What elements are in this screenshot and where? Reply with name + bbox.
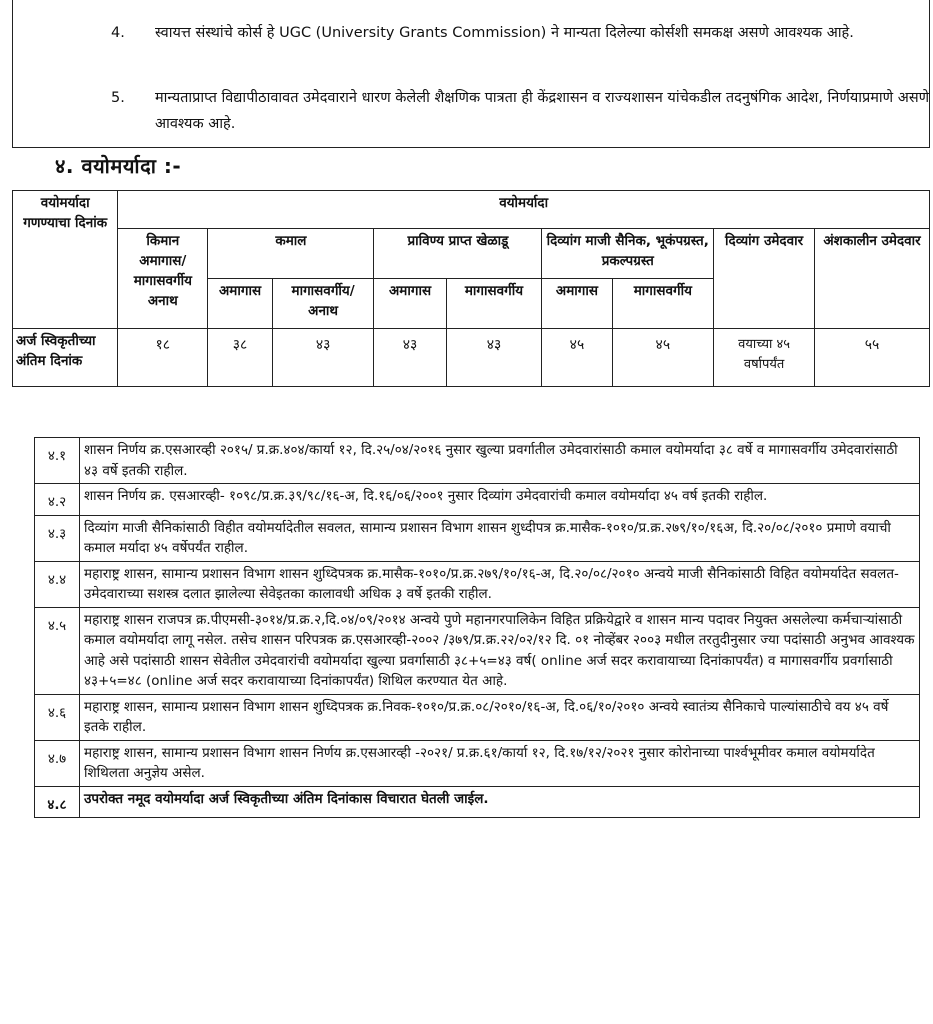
value-sports-open: ४३ [374, 329, 446, 387]
note-number: ४.८ [35, 786, 80, 818]
note-text: महाराष्ट्र शासन, सामान्य प्रशासन विभाग शासन शुध्दिपत्रक क्र.निवक-१०१०/प्र.क्र.०८/२०१०/१६-अ, दि.०६/१०/२०१० अन्वये स्वातंत्र्य सैनिकाचे पाल्यांसाठीचे वय ४५ वर्षे इतके राहील. [80, 694, 920, 740]
note-number: ४.५ [35, 607, 80, 694]
note-text: शासन निर्णय क्र.एसआरव्ही २०१५/ प्र.क्र.४०४/कार्या १२, दि.२५/०४/२०१६ नुसार खुल्या प्रवर्गातील उमेदवारांसाठी कमाल वयोमर्यादा ३८ वर्षे व मागासवर्गीय उमेदवारांसाठी ४३ वर्षे इतकी राहील. [80, 438, 920, 484]
note-number: 4. [111, 25, 125, 41]
header-disabled: दिव्यांग उमेदवार [714, 229, 815, 329]
note-text: दिव्यांग माजी सैनिकांसाठी विहीत वयोमर्यादेतील सवलत, सामान्य प्रशासन विभाग शासन शुध्दीपत्र क्र.मासैक-१०१०/प्र.क्र.२७९/१०/१६अ, दि.२०/०८/२०१० प्रमाणे वयाची कमाल मर्यादा ४५ वर्षेपर्यंत राहील. [80, 515, 920, 561]
note-number: ४.१ [35, 438, 80, 484]
note-row [35, 694, 920, 740]
note-text: स्वायत्त संस्थांचे कोर्स हे UGC (University Grants Commission) ने मान्यता दिलेल्या कोर्सशी समकक्ष असणे आवश्यक आहे. [155, 25, 854, 41]
eligibility-notes-box [12, 0, 930, 148]
note-text: उपरोक्त नमूद वयोमर्यादा अर्ज स्विकृतीच्या अंतिम दिनांकास विचारात घेतली जाईल. [80, 786, 920, 818]
note-row [35, 607, 920, 694]
value-max-open: ३८ [208, 329, 272, 387]
header-main: वयोमर्यादा [118, 191, 930, 229]
sub-max-open: अमागास [208, 279, 272, 329]
value-disabled-open: ४५ [542, 329, 612, 387]
header-disabled-exservice: दिव्यांग माजी सैनिक, भूकंपग्रस्त, प्रकल्पग्रस्त [542, 229, 714, 279]
sub-max-reserved: मागासवर्गीय/ अनाथ [272, 279, 374, 329]
age-limit-table [12, 190, 930, 387]
note-number: ४.४ [35, 561, 80, 607]
note-row [35, 740, 920, 786]
note-number: ४.३ [35, 515, 80, 561]
table-row [13, 329, 930, 387]
row-label: अर्ज स्विकृतीच्या अंतिम दिनांक [13, 329, 118, 387]
age-notes-table [34, 437, 920, 818]
note-number: ४.२ [35, 484, 80, 516]
value-disabled: वयाच्या ४५ वर्षापर्यंत [714, 329, 815, 387]
col-date-header: वयोमर्यादा गणण्याचा दिनांक [13, 191, 118, 329]
value-max-reserved: ४३ [272, 329, 374, 387]
sub-sports-reserved: मागासवर्गीय [446, 279, 542, 329]
sub-disabled-reserved: मागासवर्गीय [612, 279, 714, 329]
note-row [35, 438, 920, 484]
note-row [35, 561, 920, 607]
section-title: ४. वयोमर्यादा :- [55, 154, 182, 178]
sub-disabled-open: अमागास [542, 279, 612, 329]
note-text: महाराष्ट्र शासन राजपत्र क्र.पीएमसी-३०१४/प्र.क्र.२,दि.०४/०९/२०१४ अन्वये पुणे महानगरपालिकेन विहित प्रक्रियेद्वारे व शासन मान्य पदावर नियुक्त असलेल्या कर्मचाऱ्यांसाठी कमाल वयोमर्यादा लागू नसेल. तसेच शासन परिपत्रक क्र.एसआरव्ही-२००२ /३७९/प्र.क्र.२२/०२/१२ दि. ०१ नोव्हेंबर २००३ मधील तरतुदीनुसार ज्या पदांसाठी अनुभव आवश्यक आहे असे पदांसाठी शासन सेवेतील उमेदवारांची वयोमर्यादा खुल्या प्रवर्गासाठी ३८+५=४३ वर्ष( online अर्ज सदर करावायाच्या दिनांकापर्यंत) व मागासवर्गीय प्रवर्गासाठी ४३+५=४८ (online अर्ज सदर करावायाच्या दिनांकापर्यंत) शिथिल करण्यात येत आहे. [80, 607, 920, 694]
header-min: किमान अमागास/ मागासवर्गीय अनाथ [118, 229, 208, 329]
note-number: ४.७ [35, 740, 80, 786]
value-sports-reserved: ४३ [446, 329, 542, 387]
note-number: ४.६ [35, 694, 80, 740]
note-row [35, 515, 920, 561]
sub-sports-open: अमागास [374, 279, 446, 329]
header-max: कमाल [208, 229, 374, 279]
note-number: 5. [111, 90, 125, 106]
value-parttime: ५५ [815, 329, 930, 387]
header-parttime: अंशकालीन उमेदवार [815, 229, 930, 329]
note-row [35, 786, 920, 818]
value-min: १८ [118, 329, 208, 387]
note-text: महाराष्ट्र शासन, सामान्य प्रशासन विभाग शासन शुध्दिपत्रक क्र.मासैक-१०१०/प्र.क्र.२७९/१०/१६-अ, दि.२०/०८/२०१० अन्वये माजी सैनिकांसाठी विहित वयोमर्यादेत सवलत- उमेदवाराच्या सशस्त्र दलात झालेल्या सेवेइतका कालावधी अधिक ३ वर्षे इतकी राहील. [80, 561, 920, 607]
note-text: मान्यताप्राप्त विद्यापीठावावत उमेदवाराने धारण केलेली शैक्षणिक पात्रता ही केंद्रशासन व राज्यशासन यांचेकडील तदनुषंगिक आदेश, निर्णयाप्रमाणे असणे आवश्यक आहे. [155, 90, 930, 132]
note-text: महाराष्ट्र शासन, सामान्य प्रशासन विभाग शासन निर्णय क्र.एसआरव्ही -२०२१/ प्र.क्र.६१/कार्या १२, दि.१७/१२/२०२१ नुसार कोरोनाच्या पार्श्वभूमीवर कमाल वयोमर्यादेत शिथिलता अनुज्ञेय असेल. [80, 740, 920, 786]
note-text: शासन निर्णय क्र. एसआरव्ही- १०९८/प्र.क्र.३९/९८/१६-अ, दि.१६/०६/२००१ नुसार दिव्यांग उमेदवारांची कमाल वयोमर्यादा ४५ वर्ष इतकी राहील. [80, 484, 920, 516]
value-disabled-reserved: ४५ [612, 329, 714, 387]
note-row [35, 484, 920, 516]
header-sports: प्राविण्य प्राप्त खेळाडू [374, 229, 542, 279]
